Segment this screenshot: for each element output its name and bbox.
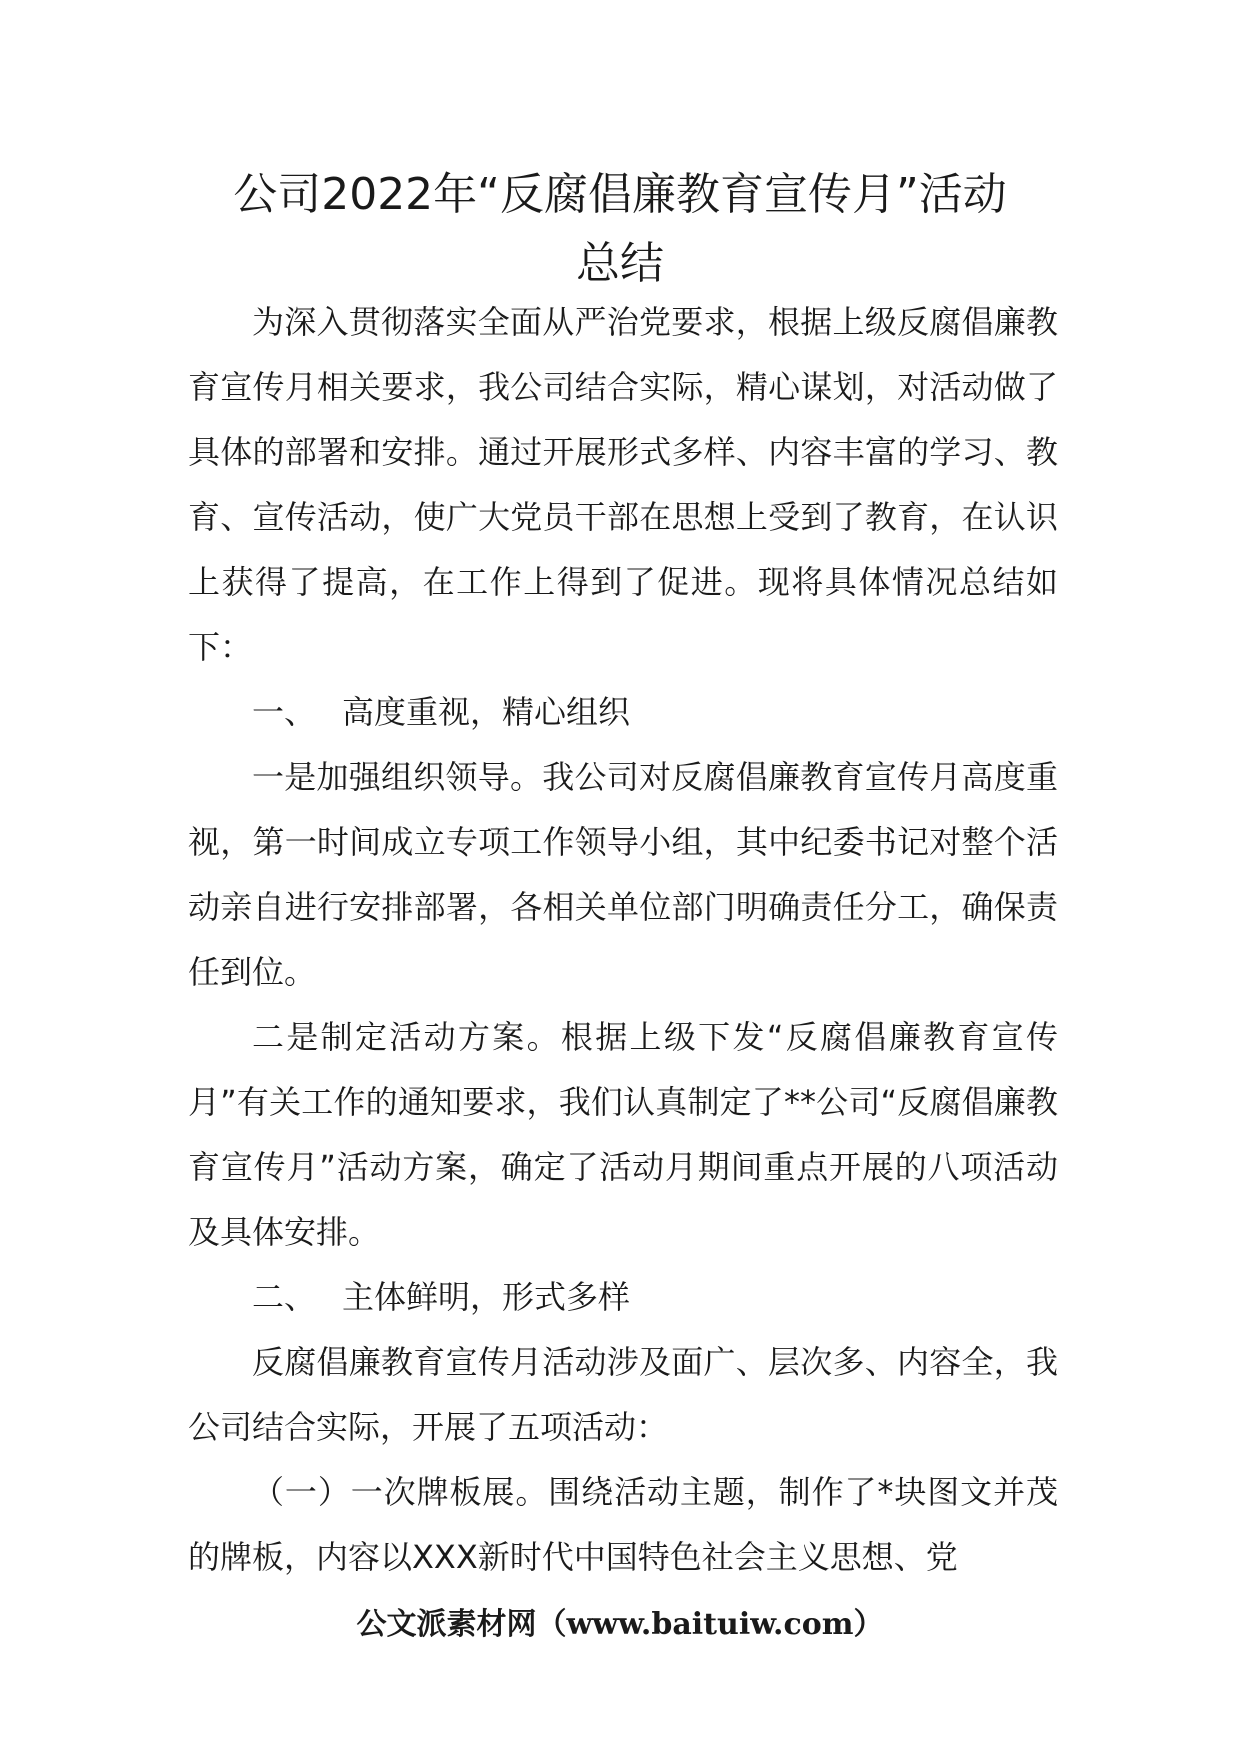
document-body xyxy=(188,290,1058,1590)
section-title: 高度重视，精心组织 xyxy=(342,693,631,731)
intro-paragraph: 为深入贯彻落实全面从严治党要求，根据上级反腐倡廉教育宣传月相关要求，我公司结合实际，精心谋划，对活动做了具体的部署和安排。通过开展形式多样、内容丰富的学习、教育、宣传活动，使广大党员干部在思想上受到了教育，在认识上获得了提高，在工作上得到了促进。现将具体情况总结如下： xyxy=(188,303,1058,666)
section1-paragraph-1: 一是加强组织领导。我公司对反腐倡廉教育宣传月高度重视，第一时间成立专项工作领导小组，其中纪委书记对整个活动亲自进行安排部署，各相关单位部门明确责任分工，确保责任到位。 xyxy=(188,758,1058,991)
footer-watermark: 公文派素材网（www.baituiw.com） xyxy=(356,1607,884,1642)
section2-paragraph-2: （一）一次牌板展。围绕活动主题，制作了*块图文并茂的牌板，内容以XXX新时代中国特色社会主义思想、党 xyxy=(188,1473,1058,1576)
section-title: 主体鲜明，形式多样 xyxy=(342,1278,631,1316)
document-title-line2: 总结 xyxy=(576,238,664,289)
section-heading-2 xyxy=(188,1265,1058,1330)
section-number: 二、 xyxy=(252,1278,317,1316)
section-heading-1 xyxy=(188,680,1058,745)
section2-paragraph-1: 反腐倡廉教育宣传月活动涉及面广、层次多、内容全，我公司结合实际，开展了五项活动： xyxy=(188,1343,1058,1446)
section1-paragraph-2: 二是制定活动方案。根据上级下发“反腐倡廉教育宣传月”有关工作的通知要求，我们认真制定了**公司“反腐倡廉教育宣传月”活动方案，确定了活动月期间重点开展的八项活动及具体安排。 xyxy=(188,1018,1058,1251)
document-title-line1: 公司2022年“反腐倡廉教育宣传月”活动 xyxy=(233,169,1007,220)
section-number: 一、 xyxy=(252,693,317,731)
